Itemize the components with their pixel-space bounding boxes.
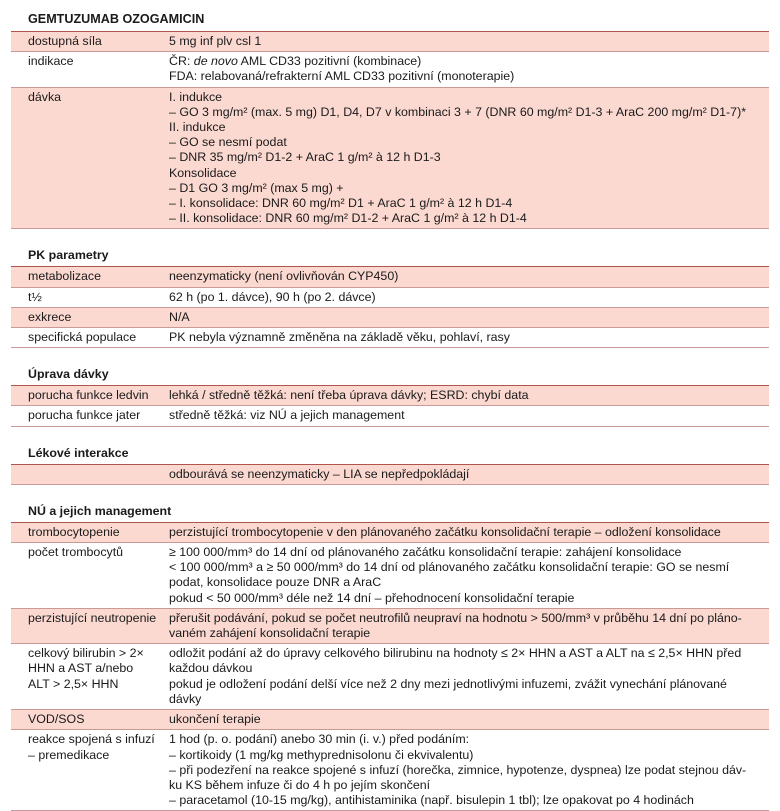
section-table: [11, 523, 769, 811]
row-key: celkový bilirubin > 2× HHN a AST a/nebo ALT > 2,5× HHN: [11, 644, 161, 710]
row-key: trombocytopenie: [11, 523, 161, 543]
section-heading: PK parametry: [11, 229, 769, 267]
row-value: [161, 386, 769, 406]
row-key: dostupná síla: [11, 32, 161, 52]
row-value: [161, 287, 769, 307]
row-value: [161, 267, 769, 287]
row-key: specifická populace: [11, 328, 161, 348]
value-line: – II. konsolidace: DNR 60 mg/m² D1-2 + AraC 1 g/m² à 12 h D1-4: [169, 211, 527, 226]
value-line: pokud je odložení podání delší více než 2 dny mezi jednotlivými infuzemi, zvážit vynechání plánované: [169, 676, 727, 691]
table-row: [11, 710, 769, 730]
value-line: FDA: relabovaná/refrakterní AML CD33 pozitivní (monoterapie): [169, 69, 515, 84]
row-value: [161, 32, 769, 52]
value-line: středně těžká: viz NÚ a jejich management: [169, 408, 405, 423]
row-value: [161, 406, 769, 426]
table-row: [11, 644, 769, 710]
table-row: [11, 52, 769, 87]
value-line: 62 h (po 1. dávce), 90 h (po 2. dávce): [169, 289, 376, 304]
drug-info-sheet: [11, 0, 769, 811]
value-line: Konsolidace: [169, 165, 237, 180]
drug-title: GEMTUZUMAB OZOGAMICIN: [11, 4, 769, 32]
row-key: [11, 465, 161, 485]
table-row: [11, 386, 769, 406]
table-row: [11, 523, 769, 543]
row-key: t½: [11, 287, 161, 307]
value-line: 1 hod (p. o. podání) anebo 30 min (i. v.) před podáním:: [169, 732, 470, 747]
section-heading: NÚ a jejich management: [11, 485, 769, 523]
row-value: [161, 730, 769, 811]
section-heading: Lékové interakce: [11, 427, 769, 465]
row-value: [161, 52, 769, 87]
row-key: perzistující neutropenie: [11, 608, 161, 643]
value-line: – paracetamol (10-15 mg/kg), antihistaminika (např. bisulepin 1 tbl); lze opakovat po 4 hodinách: [169, 793, 694, 808]
row-value: [161, 87, 769, 229]
row-key: počet trombocytů: [11, 543, 161, 609]
value-line: – kortikoidy (1 mg/kg methyprednisolonu či ekvivalentu): [169, 747, 474, 762]
basic-table: [11, 32, 769, 229]
table-row: [11, 287, 769, 307]
value-line: PK nebyla významně změněna na základě věku, pohlaví, rasy: [169, 330, 510, 345]
row-value: [161, 710, 769, 730]
value-line: neenzymaticky (není ovlivňován CYP450): [169, 269, 399, 284]
value-line: podat, konsolidace pouze DNR a AraC: [169, 575, 382, 590]
value-line: každou dávkou: [169, 661, 253, 676]
row-key: reakce spojená s infuzí – premedikace: [11, 730, 161, 811]
value-line: ≥ 100 000/mm³ do 14 dní od plánovaného začátku konsolidační terapie: zahájení konsolidace: [169, 545, 682, 560]
value-line: ČR: de novo AML CD33 pozitivní (kombinace): [169, 54, 422, 69]
row-value: [161, 608, 769, 643]
table-row: [11, 267, 769, 287]
table-row: [11, 608, 769, 643]
value-line: odložit podání až do úpravy celkového bilirubinu na hodnoty ≤ 2× HHN a AST a ALT na ≤ 2,5× HHN před: [169, 646, 742, 661]
value-line: – GO 3 mg/m² (max. 5 mg) D1, D4, D7 v kombinaci 3 + 7 (DNR 60 mg/m² D1-3 + AraC 200 mg/m² D1-7)*: [169, 104, 747, 119]
value-line: dávky: [169, 691, 202, 706]
value-line: ukončení terapie: [169, 712, 261, 727]
section-table: [11, 465, 769, 485]
value-line: odbourává se neenzymaticky – LIA se nepředpokládají: [169, 466, 470, 481]
table-row: [11, 307, 769, 327]
row-key: indikace: [11, 52, 161, 87]
value-line: < 100 000/mm³ a ≥ 50 000/mm³ do 14 dní od plánovaného začátku konsolidační terapie: GO se nesmí: [169, 560, 730, 575]
row-value: [161, 465, 769, 485]
value-line: perzistující trombocytopenie v den plánovaného začátku konsolidační terapie – odložení konsolidace: [169, 524, 721, 539]
value-line: – I. konsolidace: DNR 60 mg/m² D1 + AraC 1 g/m² à 12 h D1-4: [169, 196, 513, 211]
section-table: [11, 386, 769, 426]
table-row: [11, 87, 769, 229]
row-key: VOD/SOS: [11, 710, 161, 730]
value-line: – GO se nesmí podat: [169, 135, 287, 150]
row-value: [161, 543, 769, 609]
value-line: lehká / středně těžká: není třeba úprava dávky; ESRD: chybí data: [169, 388, 529, 403]
section-heading: Úprava dávky: [11, 348, 769, 386]
value-line: – DNR 35 mg/m² D1-2 + AraC 1 g/m² à 12 h D1-3: [169, 150, 441, 165]
section-table: [11, 267, 769, 348]
value-line: N/A: [169, 309, 190, 324]
value-line: 5 mg inf plv csl 1: [169, 34, 262, 48]
row-key: metabolizace: [11, 267, 161, 287]
value-line: II. indukce: [169, 120, 226, 135]
value-line: pokud < 50 000/mm³ déle než 14 dní – přehodnocení konsolidační terapie: [169, 590, 575, 605]
table-row: [11, 465, 769, 485]
table-row: [11, 730, 769, 811]
row-key: porucha funkce ledvin: [11, 386, 161, 406]
table-row: [11, 406, 769, 426]
row-key: porucha funkce jater: [11, 406, 161, 426]
row-value: [161, 307, 769, 327]
value-line: ku KS během infuze či do 4 h po jejím skončení: [169, 777, 431, 792]
row-key: exkrece: [11, 307, 161, 327]
value-line: přerušit podávání, pokud se počet neutrofilů neupraví na hodnotu > 500/mm³ v průběhu 14 dní po pláno-: [169, 610, 742, 625]
table-row: [11, 543, 769, 609]
row-value: [161, 328, 769, 348]
value-line: vaném zahájení konsolidační terapie: [169, 626, 371, 641]
row-value: [161, 523, 769, 543]
value-line: I. indukce: [169, 89, 223, 104]
table-row: [11, 32, 769, 52]
value-line: – D1 GO 3 mg/m² (max 5 mg) +: [169, 180, 344, 195]
table-row: [11, 328, 769, 348]
row-key: dávka: [11, 87, 161, 229]
value-line: – při podezření na reakce spojené s infuzí (horečka, zimnice, hypotenze, dyspnea) lze podat stejnou dáv-: [169, 762, 747, 777]
row-value: [161, 644, 769, 710]
